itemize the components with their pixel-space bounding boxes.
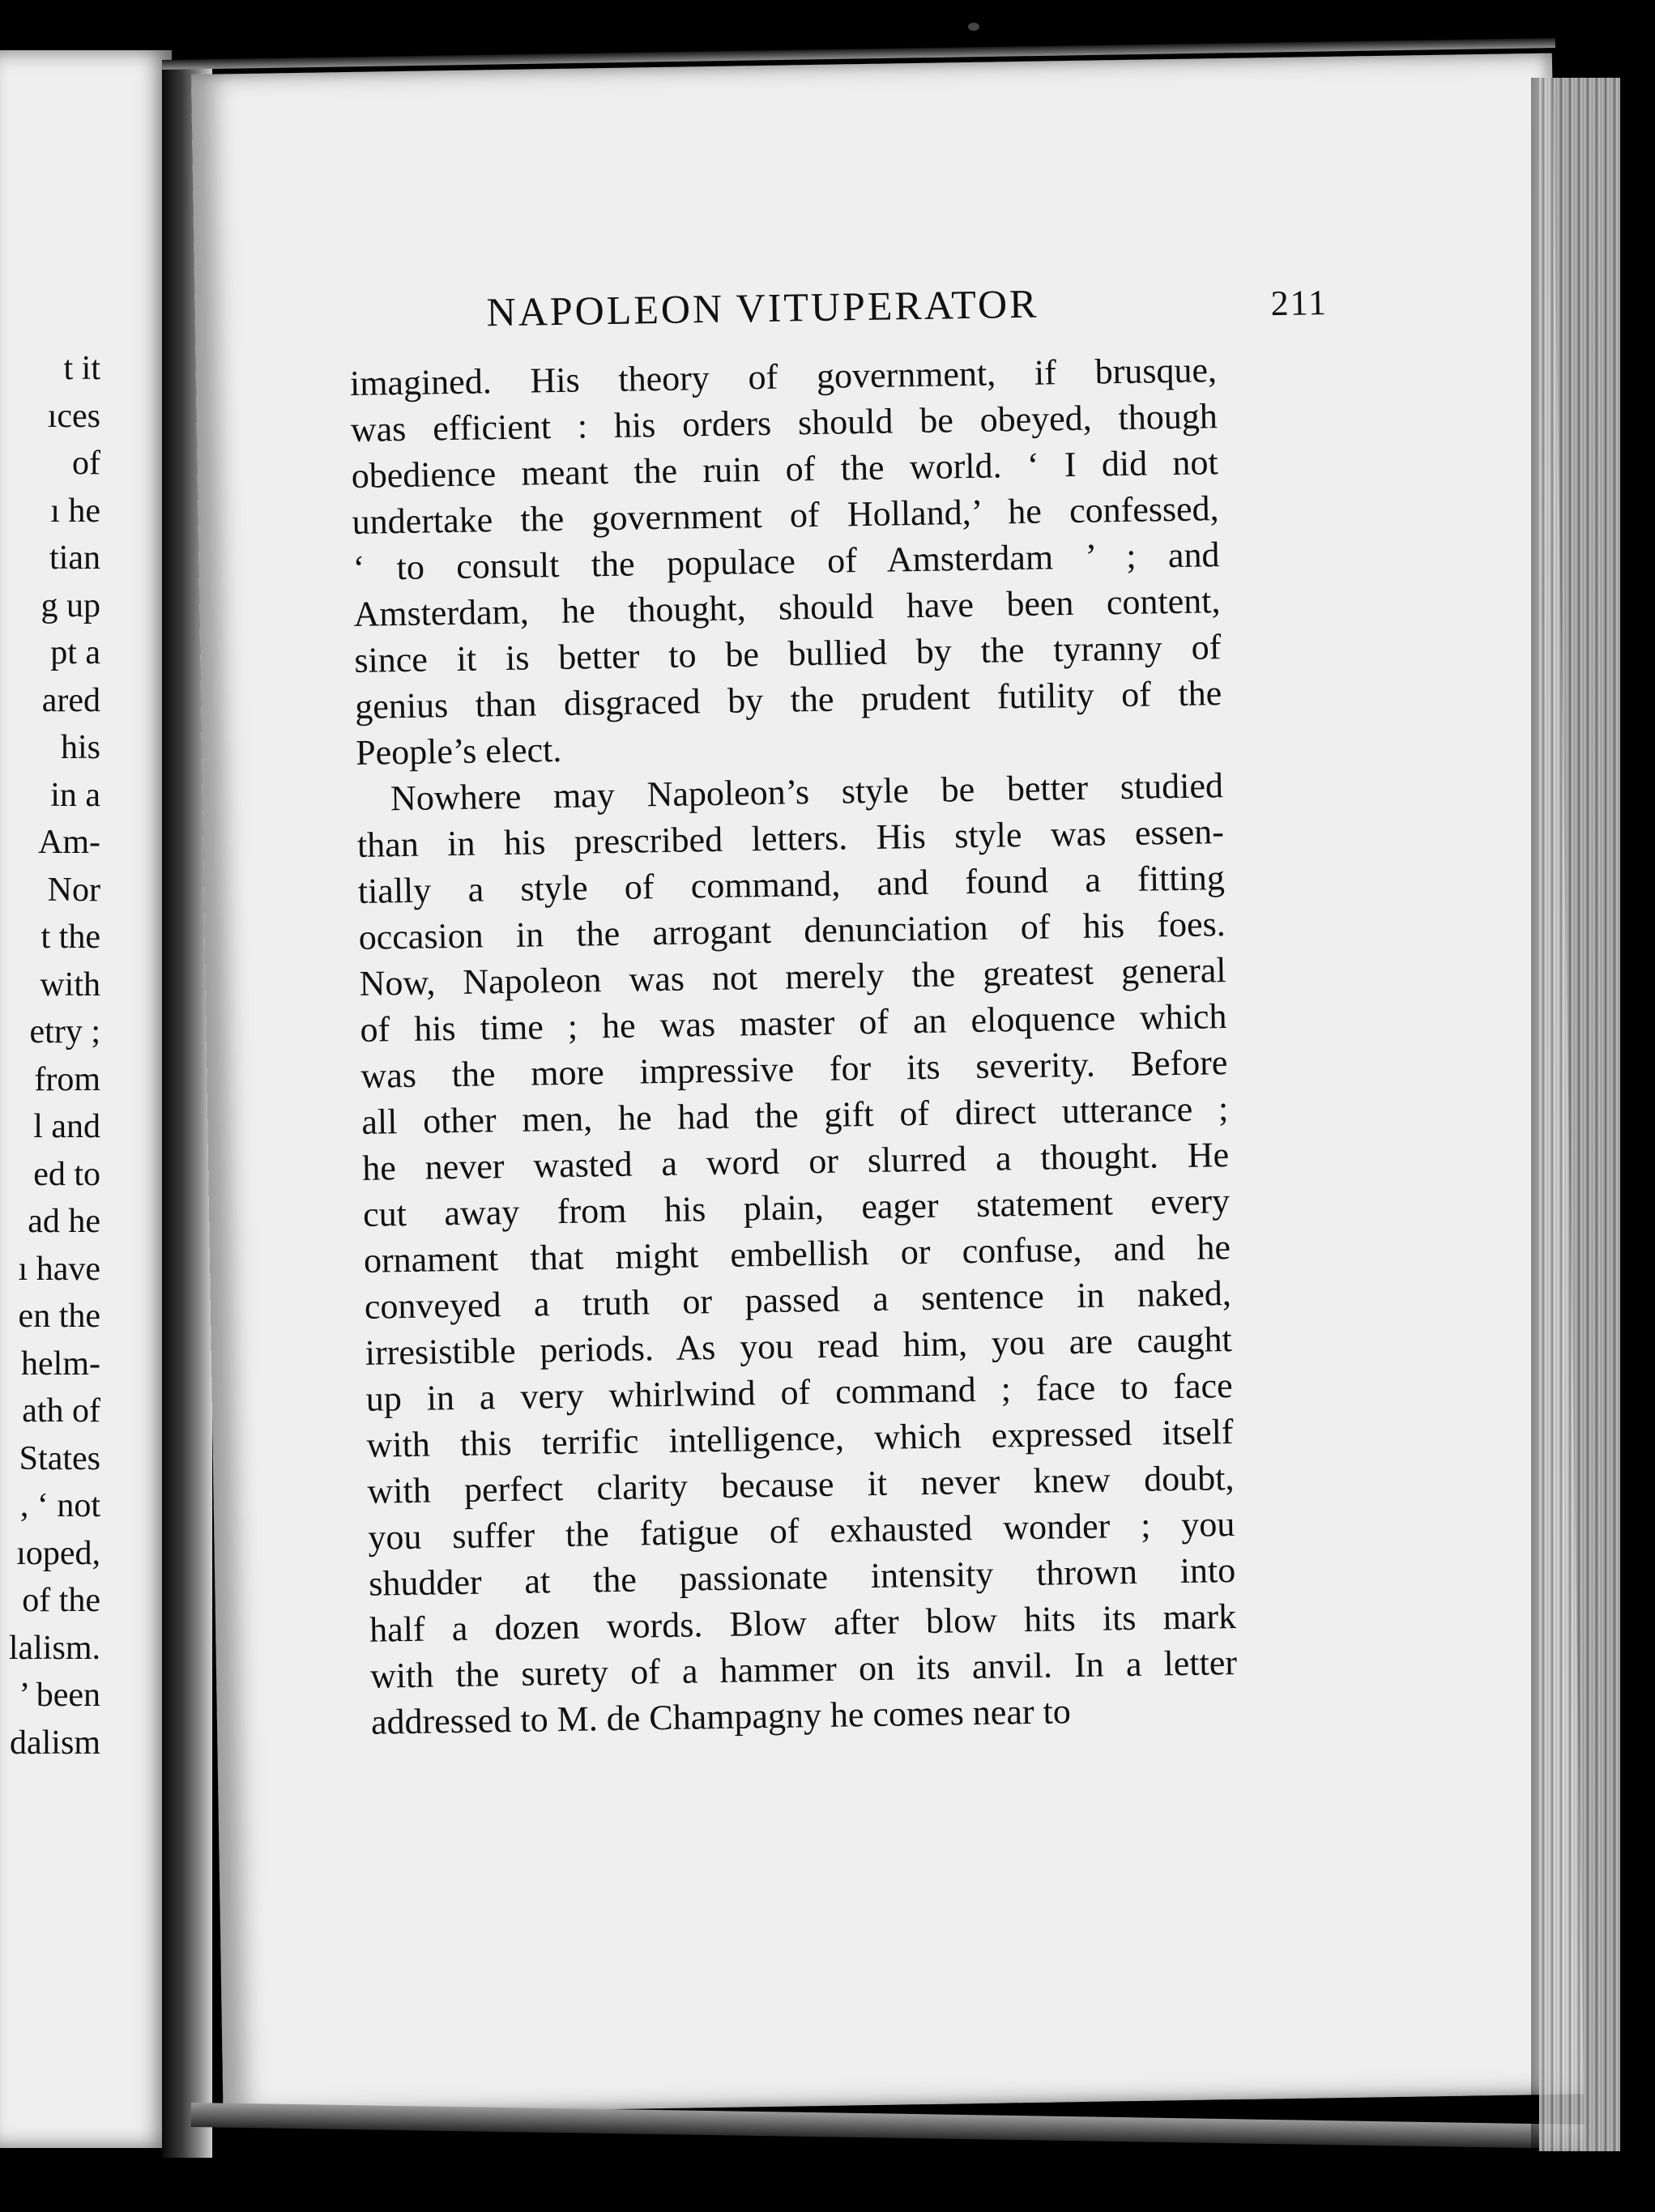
left-page-line: Am- [38, 824, 100, 861]
left-page-line: Nor [47, 871, 100, 909]
left-page-line: ı have [18, 1250, 100, 1288]
text-line: obedience meant the ruin of the world. ‘ I did not [351, 442, 1219, 496]
dust-speck [968, 23, 979, 31]
text-line: with the surety of a hammer on its anvil. In a letter [369, 1642, 1238, 1696]
left-page-line: with [40, 965, 100, 1004]
text-line: than in his prescribed letters. His style was essen- [356, 812, 1225, 865]
paragraph [350, 347, 1223, 776]
left-page-line: from [34, 1060, 100, 1098]
left-page [0, 50, 172, 2148]
text-line: ‘ to consult the populace of Amsterdam ’ ; and [352, 535, 1220, 588]
left-page-line: of the [22, 1582, 100, 1619]
text-line: occasion in the arrogant denunciation of his foes. [358, 904, 1226, 957]
text-line: you suffer the fatigue of exhausted wonder ; you [368, 1503, 1235, 1558]
left-page-line: ared [41, 681, 100, 719]
left-page-line: dalism [10, 1724, 100, 1762]
text-line: imagined. His theory of government, if brusque, [349, 350, 1218, 403]
text-line: was efficient : his orders should be obeyed, though [350, 396, 1218, 450]
text-line: genius than disgraced by the prudent futility of the [354, 673, 1222, 727]
text-line: half a dozen words. Blow after blow hits its mark [369, 1596, 1237, 1650]
paragraph [356, 762, 1239, 1745]
right-page [191, 53, 1584, 2116]
text-line: up in a very whirlwind of command ; face to face [365, 1366, 1233, 1419]
left-page-line: tian [49, 539, 100, 577]
left-page-line: ath of [22, 1392, 100, 1430]
left-page-line: l and [33, 1108, 100, 1145]
left-page-line: ı he [50, 492, 100, 530]
text-line: irresistible periods. As you read him, you are caught [365, 1319, 1233, 1373]
text-line: shudder at the passionate intensity thrown into [368, 1549, 1236, 1604]
left-page-line: ed to [33, 1155, 100, 1193]
text-line: of his time ; he was master of an eloquence which [360, 996, 1227, 1050]
left-page-line: his [60, 729, 100, 766]
text-line: with perfect clarity because it never knew doubt, [367, 1457, 1235, 1511]
left-page-line: in a [50, 776, 100, 814]
page-number: 211 [1270, 283, 1329, 324]
left-page-line: t the [41, 918, 100, 956]
text-line: with this terrific intelligence, which expressed itself [366, 1412, 1234, 1465]
text-line: conveyed a truth or passed a sentence in naked, [364, 1273, 1232, 1327]
text-line: Now, Napoleon was not merely the greatest general [359, 950, 1226, 1004]
text-line: Nowhere may Napoleon’s style be better studied [390, 765, 1224, 819]
running-header [486, 275, 1353, 335]
left-page-line: t it [63, 350, 100, 387]
left-page-line: pt a [50, 634, 100, 671]
left-page-line: States [19, 1439, 100, 1477]
left-page-line: ’ been [19, 1677, 100, 1714]
left-page-line: g up [41, 586, 100, 624]
text-line: undertake the government of Holland,’ he confessed, [352, 488, 1219, 542]
left-page-line: en the [18, 1298, 100, 1335]
text-line: since it is better to be bullied by the tyranny of [354, 627, 1222, 680]
page-bottom-edge [191, 2103, 1585, 2149]
left-page-line: ad he [28, 1203, 100, 1240]
left-page-line: helm- [21, 1345, 100, 1383]
body-text [350, 347, 1239, 1745]
left-page-line: , ‘ not [19, 1487, 100, 1524]
text-line: cut away from his plain, eager statement every [362, 1181, 1231, 1234]
text-line: all other men, he had the gift of direct utterance ; [360, 1089, 1229, 1142]
left-page-line: of [72, 445, 100, 482]
text-line: tially a style of command, and found a fitting [357, 858, 1226, 911]
page-fore-edge [1539, 78, 1620, 2151]
left-page-line: ıces [47, 397, 100, 435]
left-page-line: lalism. [8, 1629, 100, 1667]
text-line: ornament that might embellish or confuse, and he [363, 1227, 1231, 1281]
text-line: addressed to M. de Champagny he comes near to [370, 1691, 1072, 1742]
text-line: Amsterdam, he thought, should have been content, [353, 581, 1221, 634]
left-page-line: ıoped, [16, 1534, 100, 1572]
text-line: he never wasted a word or slurred a thought. He [361, 1135, 1230, 1188]
text-line: was the more impressive for its severity. Before [360, 1042, 1228, 1096]
left-page-line: etry ; [29, 1013, 100, 1051]
text-line: People’s elect. [355, 729, 562, 773]
running-head-title: NAPOLEON VITUPERATOR [486, 280, 1039, 335]
